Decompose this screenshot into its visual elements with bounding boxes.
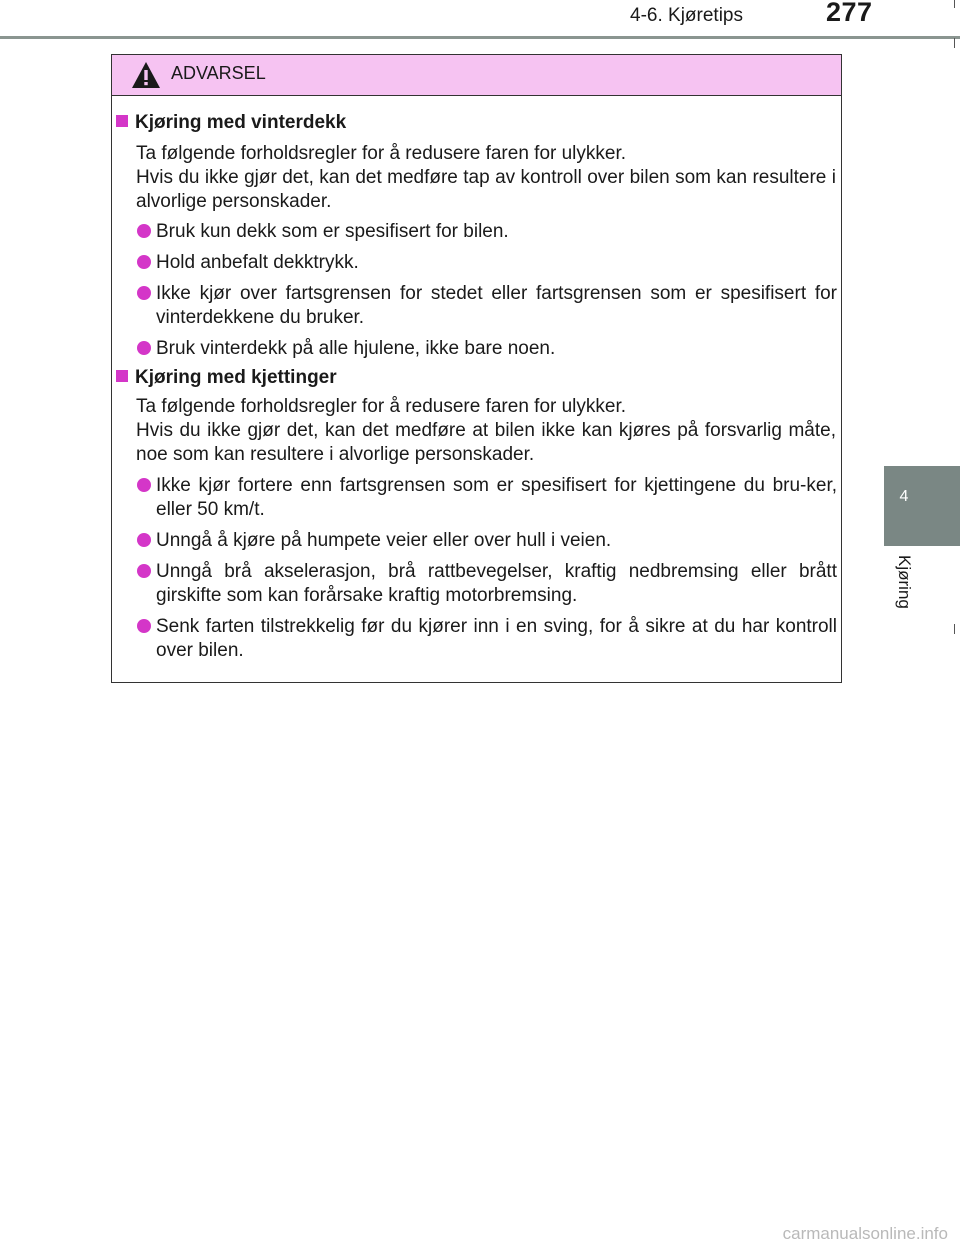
- crop-mark: [954, 624, 955, 634]
- section-consequence: Hvis du ikke gjør det, kan det medføre tap av kontroll over bilen som kan resultere i alvorlige personskader.: [136, 167, 836, 212]
- page-number: 277: [826, 0, 873, 27]
- chapter-label: [888, 555, 918, 635]
- list-item: Senk farten tilstrekkelig før du kjører inn i en sving, for å sikre at du har kontroll over bilen.: [137, 615, 837, 663]
- circle-bullet-icon: [137, 619, 151, 633]
- section-intro: Ta følgende forholdsregler for å redusere faren for ulykker.: [136, 143, 627, 164]
- list-item: Hold anbefalt dekktrykk.: [137, 251, 837, 275]
- warning-label: ADVARSEL: [171, 63, 266, 83]
- warning-header: [112, 55, 841, 96]
- list-item: Ikke kjør fortere enn fartsgrensen som er spesifisert for kjettingene du bru-ker, eller 50 km/t.: [137, 474, 837, 522]
- list-item: Unngå brå akselerasjon, brå rattbevegelser, kraftig nedbremsing eller brått girskifte som kan forårsake kraftig motorbremsing.: [137, 560, 837, 608]
- circle-bullet-icon: [137, 255, 151, 269]
- section-intro: Ta følgende forholdsregler for å redusere faren for ulykker.: [136, 396, 627, 417]
- circle-bullet-icon: [137, 478, 151, 492]
- circle-bullet-icon: [137, 564, 151, 578]
- crop-mark: [954, 38, 955, 48]
- list-item: Bruk vinterdekk på alle hjulene, ikke bare noen.: [137, 337, 837, 361]
- list-item: Unngå å kjøre på humpete veier eller over hull i veien.: [137, 529, 837, 553]
- circle-bullet-icon: [137, 533, 151, 547]
- warning-triangle-icon: [131, 61, 161, 89]
- chapter-tab[interactable]: [884, 466, 960, 546]
- chapter-number: 4: [899, 488, 909, 505]
- square-bullet-icon: [116, 115, 128, 127]
- circle-bullet-icon: [137, 341, 151, 355]
- section-title-winter-tires: Kjøring med vinterdekk: [116, 112, 346, 134]
- circle-bullet-icon: [137, 224, 151, 238]
- list-item: Ikke kjør over fartsgrensen for stedet eller fartsgrensen som er spesifisert for vinterdekkene du bruker.: [137, 282, 837, 330]
- section-title-snow-chains: Kjøring med kjettinger: [116, 367, 337, 389]
- list-item: Bruk kun dekk som er spesifisert for bilen.: [137, 220, 837, 244]
- header-section-title: 4-6. Kjøretips: [630, 5, 743, 26]
- watermark: carmanualsonline.info: [782, 1224, 948, 1243]
- warning-box: [111, 54, 842, 683]
- section-consequence: Hvis du ikke gjør det, kan det medføre at bilen ikke kan kjøres på forsvarlig måte, noe som kan resultere i alvorlige personskader.: [136, 420, 836, 465]
- circle-bullet-icon: [137, 286, 151, 300]
- header-rule: [0, 36, 960, 39]
- square-bullet-icon: [116, 370, 128, 382]
- chapter-label-text: Kjøring: [895, 555, 914, 609]
- crop-mark: [954, 0, 955, 8]
